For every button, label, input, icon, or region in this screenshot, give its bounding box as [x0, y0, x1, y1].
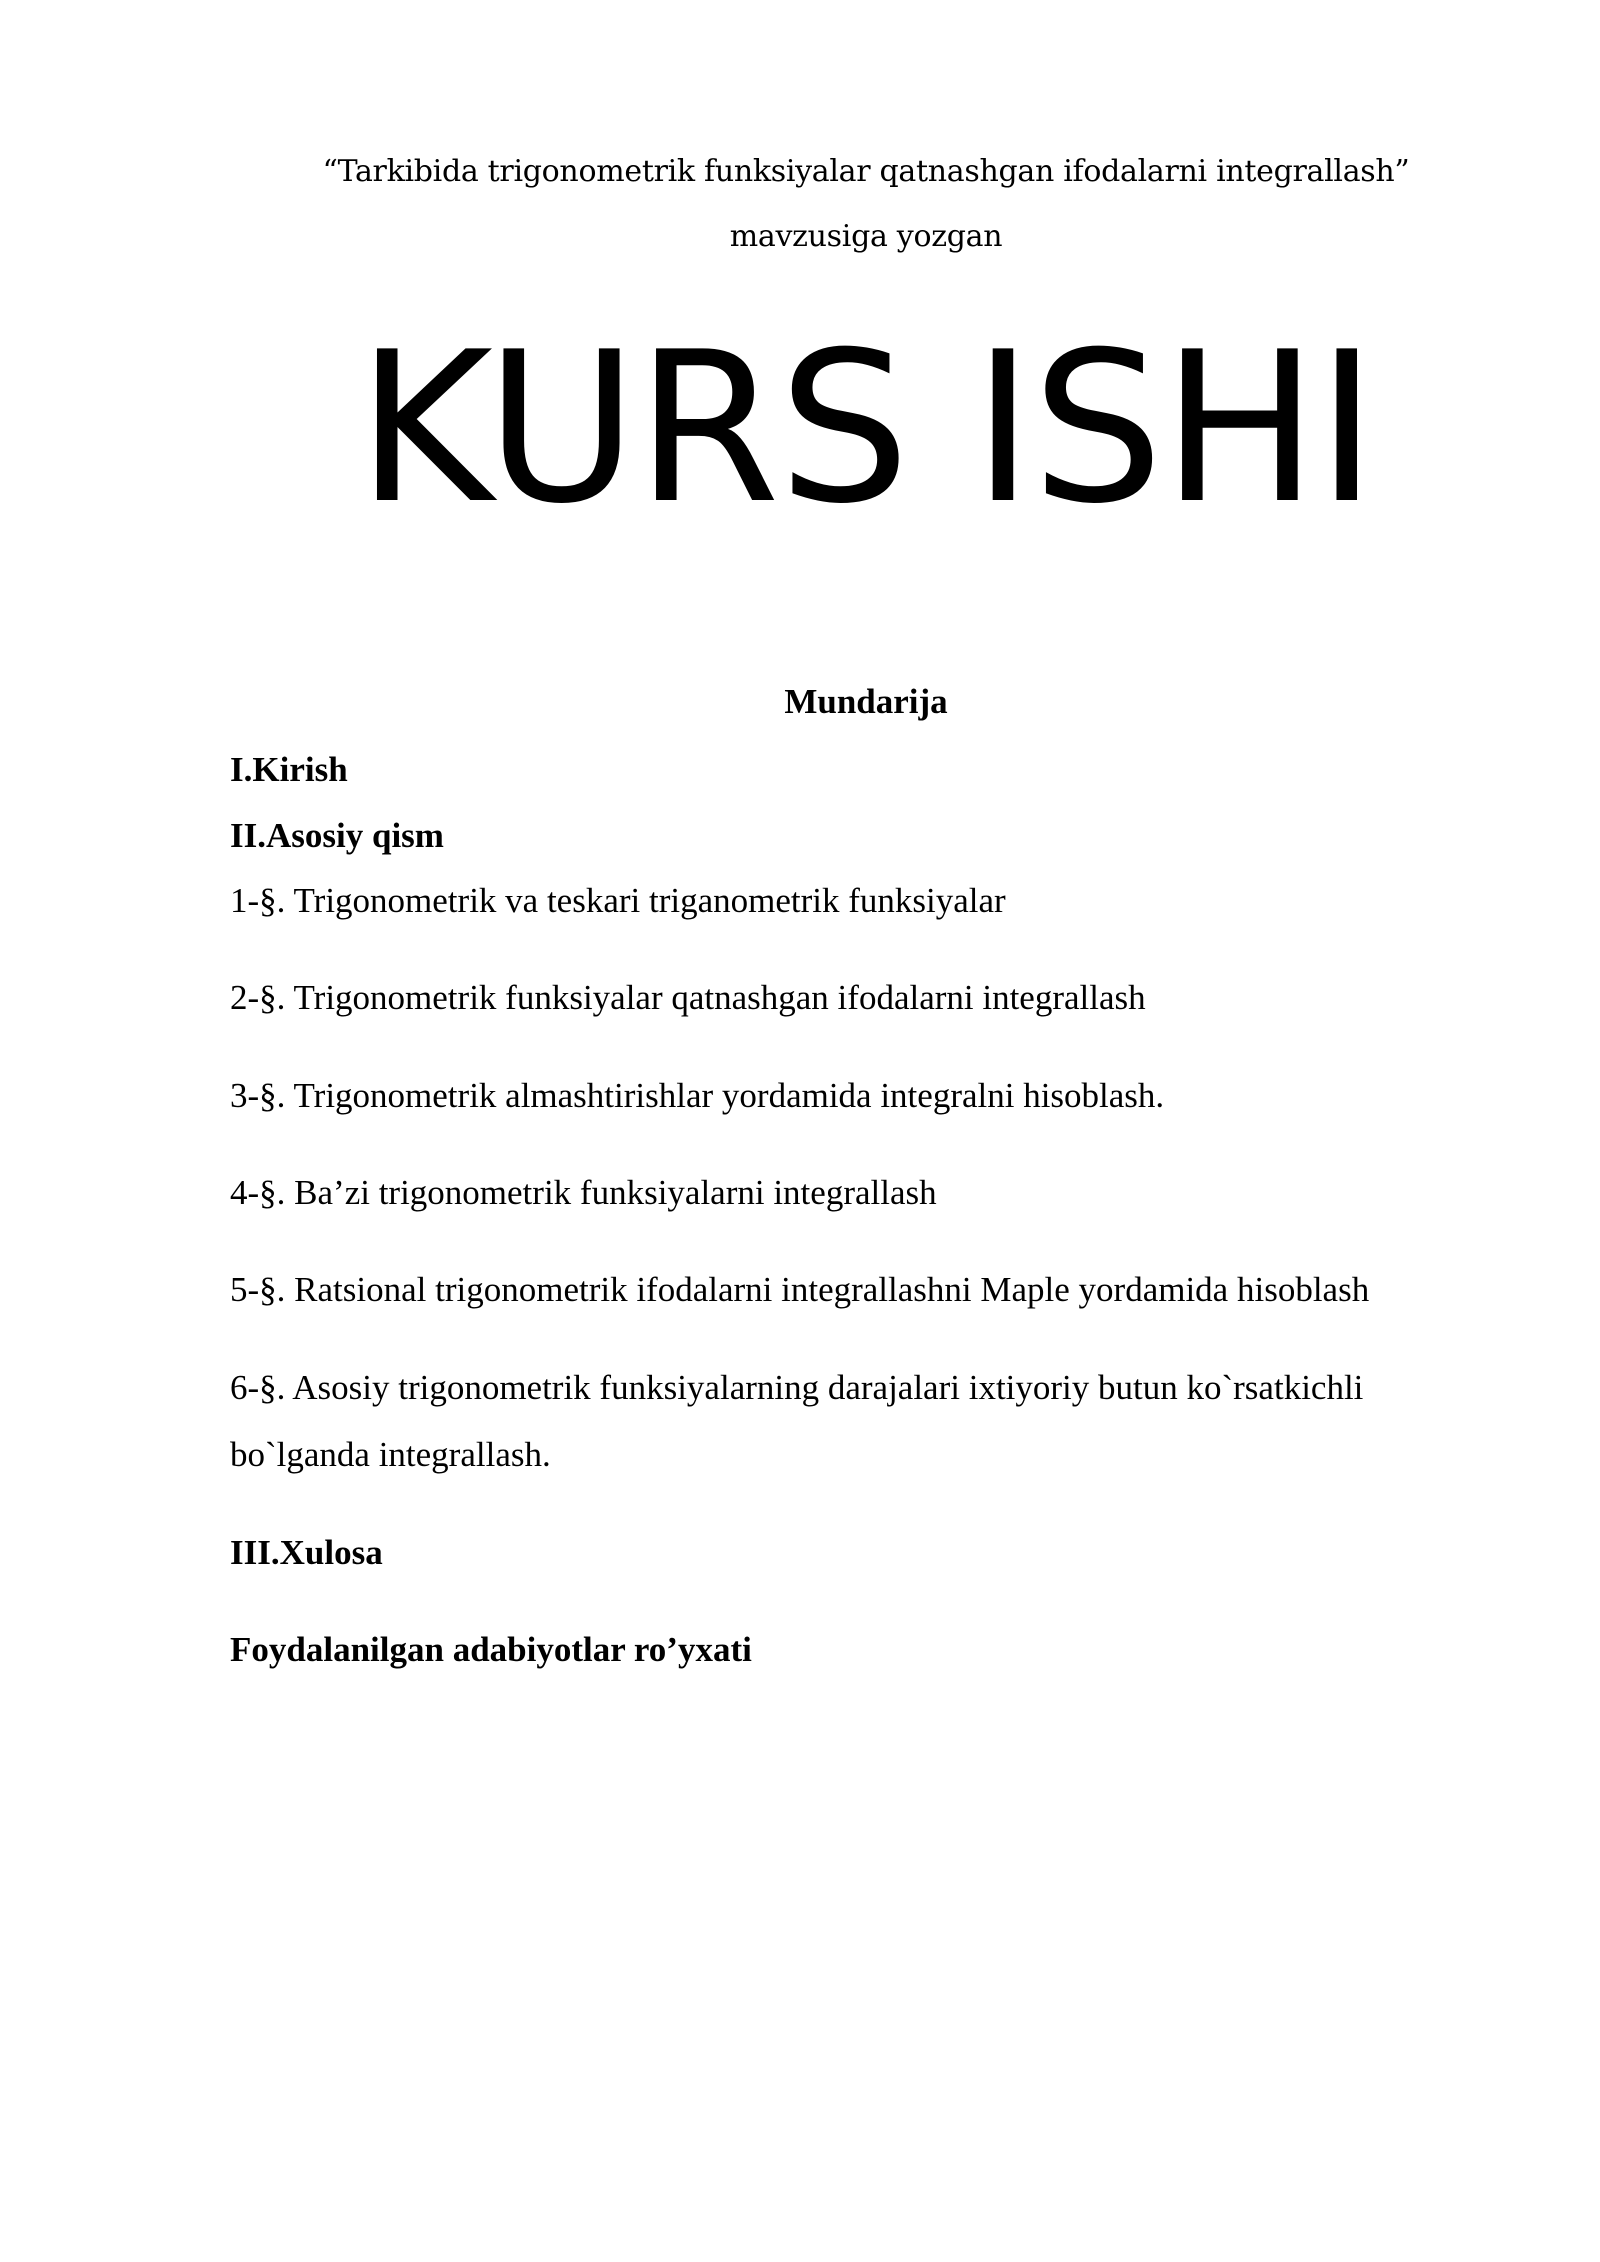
toc-heading: Mundarija: [784, 682, 948, 721]
toc-item-section-4: 4-§. Ba’zi trigonometrik funksiyalarni integrallash: [230, 1173, 937, 1212]
subtitle-topic: “Tarkibida trigonometrik funksiyalar qatnashgan ifodalarni integrallash”: [322, 154, 1410, 189]
toc-item-section-2: 2-§. Trigonometrik funksiyalar qatnashgan ifodalarni integrallash: [230, 978, 1146, 1017]
toc-item-references: Foydalanilgan adabiyotlar ro’yxati: [230, 1630, 752, 1669]
toc-item-conclusion: III.Xulosa: [230, 1533, 383, 1572]
toc-item-introduction: I.Kirish: [230, 750, 348, 789]
toc-item-section-6: 6-§. Asosiy trigonometrik funksiyalarning darajalari ixtiyoriy butun ko`rsatkichli: [230, 1368, 1364, 1407]
toc-item-section-5: 5-§. Ratsional trigonometrik ifodalarni integrallashni Maple yordamida hisoblash: [230, 1270, 1370, 1309]
toc-item-section-1: 1-§. Trigonometrik va teskari triganometrik funksiyalar: [230, 881, 1006, 920]
document-title: KURS ISHI: [356, 308, 1376, 550]
toc-item-main-part: II.Asosiy qism: [230, 816, 444, 855]
toc-item-section-6-continued: bo`lganda integrallash.: [230, 1435, 551, 1474]
toc-item-section-3: 3-§. Trigonometrik almashtirishlar yordamida integralni hisoblash.: [230, 1076, 1165, 1115]
subtitle-written-on: mavzusiga yozgan: [729, 219, 1003, 254]
